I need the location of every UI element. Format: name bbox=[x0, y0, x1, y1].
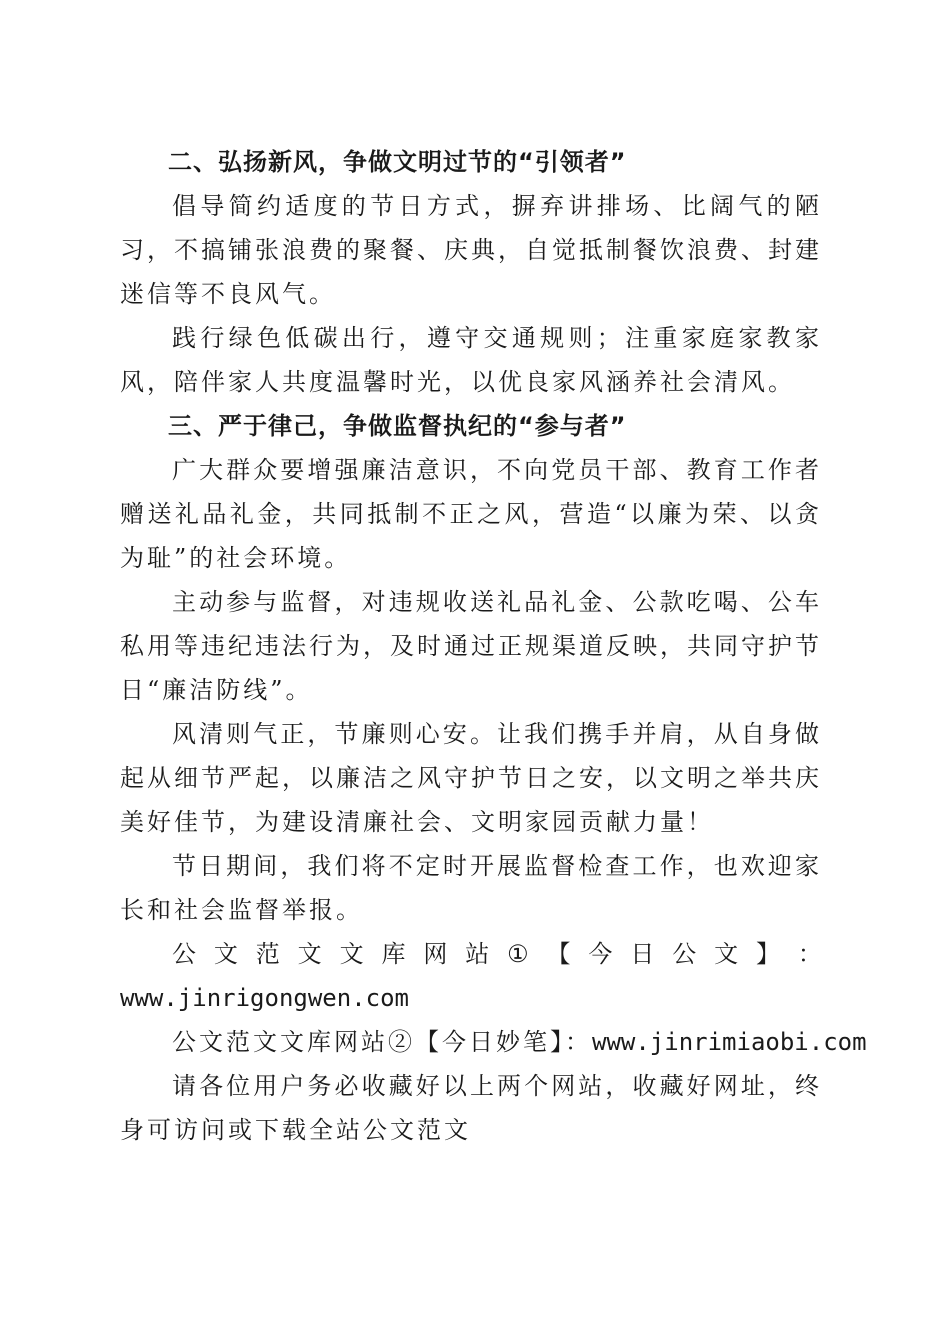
section-3-heading: 三、严于律己，争做监督执纪的“参与者” bbox=[168, 412, 627, 440]
site-1-char: ： bbox=[797, 940, 822, 968]
site-1-char: 网 bbox=[423, 940, 448, 968]
section-2-paragraph-1: 倡导简约适度的节日方式，摒弃讲排场、比阔气的陋习，不搞铺张浪费的聚餐、庆典，自觉抵制餐饮浪费、封建迷信等不良风气。 bbox=[120, 192, 822, 308]
site-1-char: 范 bbox=[255, 940, 280, 968]
site-1-char: 公 bbox=[672, 940, 697, 968]
section-2-heading: 二、弘扬新风，争做文明过节的“引领者” bbox=[168, 148, 627, 176]
site-1-label bbox=[120, 932, 822, 976]
site-1-char: 文 bbox=[714, 940, 739, 968]
site-1-char: ① bbox=[507, 940, 529, 968]
site-1-char: 今 bbox=[588, 940, 613, 968]
site-1-char: 】 bbox=[755, 940, 780, 968]
section-3-paragraph-3: 风清则气正，节廉则心安。让我们携手并肩，从自身做起从细节严起，以廉洁之风守护节日之安，以文明之举共庆美好佳节，为建设清廉社会、文明家园贡献力量！ bbox=[120, 720, 822, 836]
site-1-char: 文 bbox=[213, 940, 238, 968]
site-1-char: 站 bbox=[465, 940, 490, 968]
document-page bbox=[120, 140, 867, 1152]
bookmark-notice: 请各位用户务必收藏好以上两个网站，收藏好网址，终身可访问或下载全站公文范文 bbox=[120, 1072, 822, 1144]
site-1-char: 文 bbox=[339, 940, 364, 968]
site-1-char: 公 bbox=[172, 940, 196, 968]
section-3-paragraph-1: 广大群众要增强廉洁意识，不向党员干部、教育工作者赠送礼品礼金，共同抵制不正之风，营造“以廉为荣、以贪为耻”的社会环境。 bbox=[120, 456, 822, 572]
site-1-char: 【 bbox=[546, 940, 571, 968]
site-1-char: 库 bbox=[381, 940, 406, 968]
section-2-paragraph-2: 践行绿色低碳出行，遵守交通规则；注重家庭家教家风，陪伴家人共度温馨时光，以优良家风涵养社会清风。 bbox=[120, 324, 822, 396]
site-2-url: www.jinrimiaobi.com bbox=[592, 1028, 867, 1056]
site-2-label: 公文范文文库网站②【今日妙笔】： bbox=[172, 1028, 592, 1056]
site-1-char: 日 bbox=[630, 940, 655, 968]
site-1-url: www.jinrigongwen.com bbox=[120, 984, 409, 1012]
site-2-line bbox=[120, 1020, 867, 1064]
section-3-paragraph-4: 节日期间，我们将不定时开展监督检查工作，也欢迎家长和社会监督举报。 bbox=[120, 852, 822, 924]
site-1-char: 文 bbox=[297, 940, 322, 968]
section-3-paragraph-2: 主动参与监督，对违规收送礼品礼金、公款吃喝、公车私用等违纪违法行为，及时通过正规渠道反映，共同守护节日“廉洁防线”。 bbox=[120, 588, 822, 704]
